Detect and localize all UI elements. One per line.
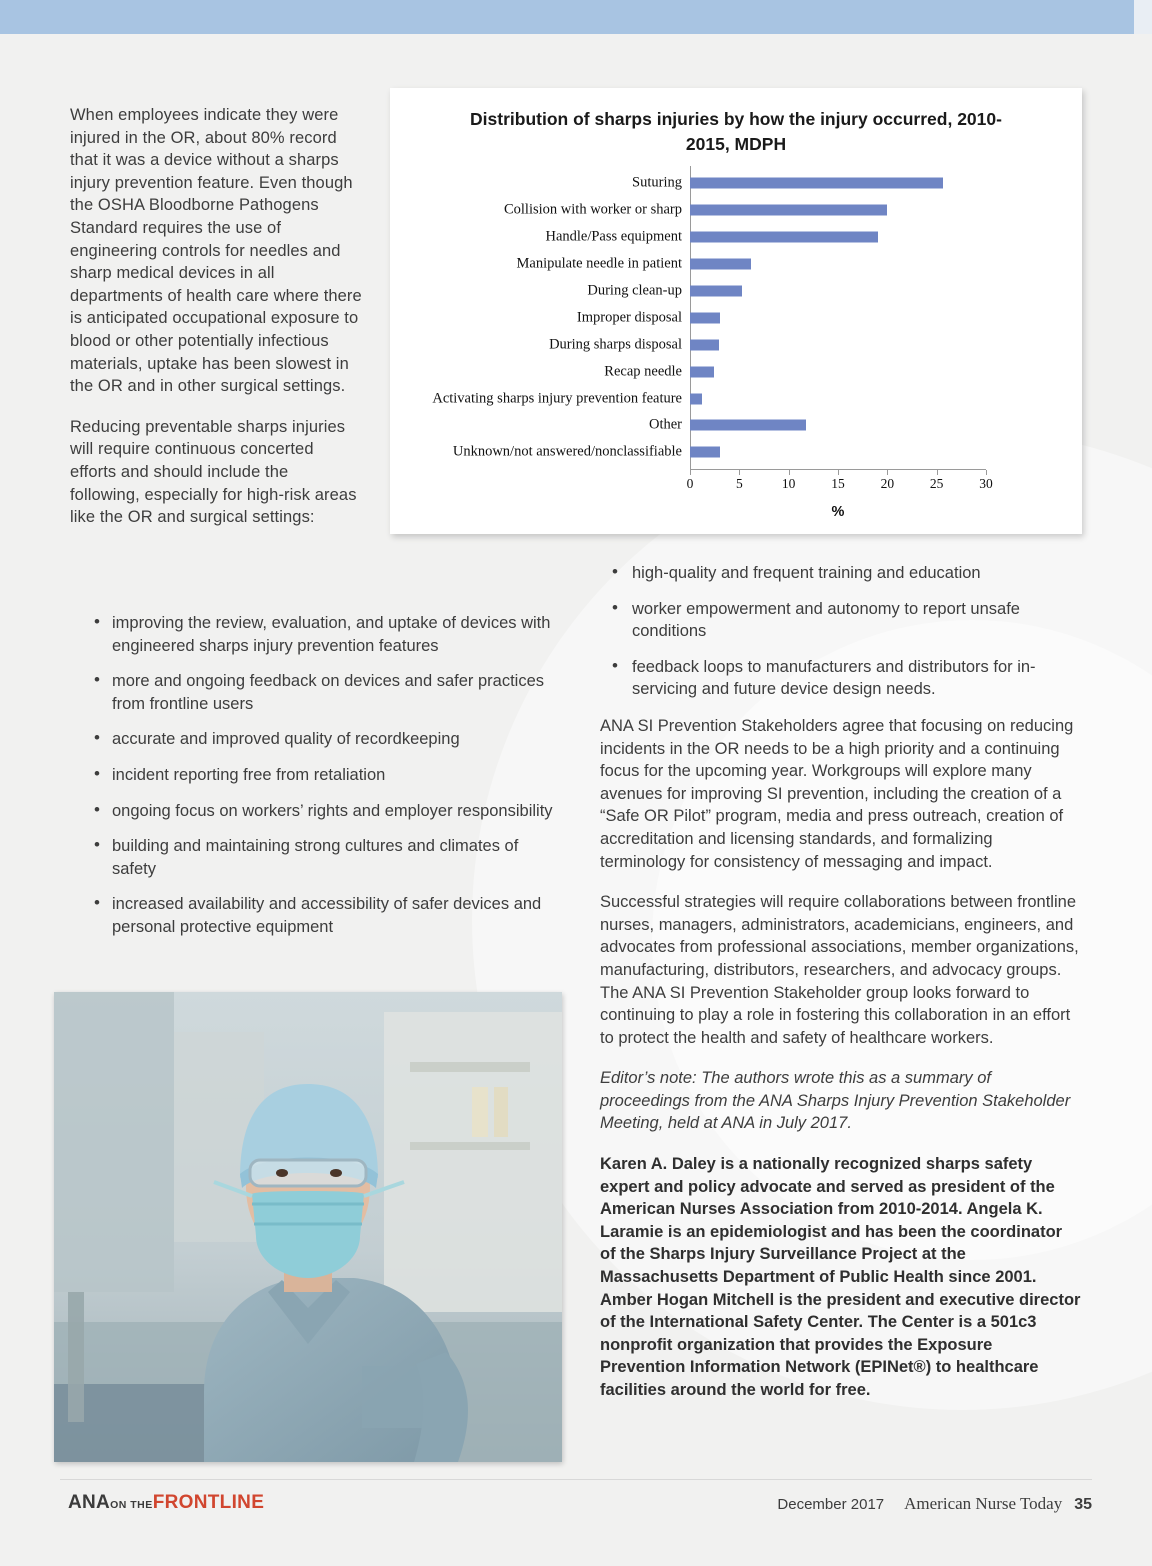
- chart-bar: [690, 447, 720, 458]
- chart-category-label: Recap needle: [604, 363, 682, 380]
- chart-plot-area: [390, 166, 1082, 534]
- footer-logo-frontline: FRONTLINE: [152, 1492, 265, 1513]
- list-item: • worker empowerment and autonomy to report unsafe conditions: [600, 598, 1082, 643]
- chart-category-label: Manipulate needle in patient: [516, 255, 682, 272]
- chart-bar-row: [587, 278, 986, 305]
- chart-bar: [690, 286, 742, 297]
- chart-bar-row: [452, 439, 986, 466]
- chart-bar: [690, 339, 719, 350]
- chart-bar: [690, 366, 714, 377]
- chart-bar: [690, 259, 751, 270]
- chart-bar-row: [432, 385, 986, 412]
- chart-category-label: During sharps disposal: [549, 336, 682, 353]
- list-item: • more and ongoing feedback on devices and safer practices from frontline users: [86, 670, 566, 715]
- footer-logo-ana: ANA: [68, 1492, 111, 1513]
- footer-date: December 2017: [777, 1496, 885, 1513]
- footer-meta: [777, 1494, 1092, 1514]
- footer-magazine: American Nurse Today: [904, 1494, 1063, 1513]
- chart-bar-row: [545, 224, 986, 251]
- chart-bar: [690, 232, 878, 243]
- nurse-photo-illustration: [54, 992, 562, 1462]
- chart-bar-row: [503, 197, 986, 224]
- chart-bar: [690, 205, 887, 216]
- chart-x-axis-label: %: [831, 504, 845, 520]
- chart-bar: [690, 178, 943, 189]
- chart-x-tick: [838, 470, 839, 475]
- chart-category-label: Handle/Pass equipment: [545, 228, 682, 245]
- chart-category-label: Other: [648, 416, 682, 433]
- editors-note: Editor’s note: The authors wrote this as a summary of proceedings from the ANA Sharps Injury Prevention Stakeholder Meeting, held at ANA in July 2017.: [600, 1069, 1071, 1133]
- chart-bars: [432, 170, 986, 466]
- list-item: • improving the review, evaluation, and uptake of devices with engineered sharps injury prevention features: [86, 612, 566, 657]
- paragraph: Reducing preventable sharps injuries will require continuous concerted efforts and should include the following, especially for high-risk areas like the OR and surgical settings:: [70, 417, 357, 527]
- footer-logo: [68, 1492, 264, 1514]
- paragraph: When employees indicate they were injured in the OR, about 80% record that it was a device without a sharps injury prevention feature. Even though the OSHA Bloodborne Pathogens Standard requires the use of engineering controls for needles and sharp medical devices in all departments of health care where there is anticipated occupational exposure to blood or other potentially infectious materials, uptake has been slowest in the OR and in other surgical settings.: [70, 106, 362, 396]
- list-item: • feedback loops to manufacturers and distributors for in-servicing and future device design needs.: [600, 656, 1082, 701]
- nurse-photo: [54, 992, 562, 1462]
- chart-bar: [690, 312, 720, 323]
- chart-bar-row: [576, 304, 986, 331]
- left-column-text: [70, 104, 362, 547]
- footer-divider: [60, 1479, 1092, 1480]
- right-column-text: [600, 562, 1082, 1420]
- chart-category-label: During clean-up: [587, 282, 682, 299]
- chart-x-tick: [887, 470, 888, 475]
- chart-category-label: Collision with worker or sharp: [503, 201, 682, 218]
- chart-x-tick: [789, 470, 790, 475]
- list-item: • ongoing focus on workers’ rights and employer responsibility: [86, 800, 566, 823]
- chart-x-tick-label: 15: [831, 476, 845, 491]
- chart-x-tick-label: 20: [880, 476, 895, 491]
- author-bios: Karen A. Daley is a nationally recognized sharps safety expert and policy advocate and served as president of the American Nurses Association from 2010-2014. Angela K. Laramie is an epidemiologist and has been the coordinator of the Sharps Injury Surveillance Project at the Massachusetts Department of Public Health since 2001. Amber Hogan Mitchell is the president and executive director of the International Safety Center. The Center is a 501c3 nonprofit organization that provides the Exposure Prevention Information Network (EPINet®) to healthcare facilities around the world for free.: [600, 1155, 1081, 1399]
- chart-category-label: Improper disposal: [576, 309, 682, 326]
- paragraph: Successful strategies will require collaborations between frontline nurses, managers, administrators, academicians, engineers, and advocates from professional associations, member organizations, manufacturing, distributors, researchers, and advocacy groups. The ANA SI Prevention Stakeholder group looks forward to continuing to play a role in fostering this collaboration in an effort to protect the health and safety of healthcare workers.: [600, 893, 1079, 1047]
- list-item: • high-quality and frequent training and education: [600, 562, 1082, 585]
- chart-x-tick: [739, 470, 740, 475]
- footer-logo-onthe: ON THE: [110, 1499, 153, 1511]
- paragraph: ANA SI Prevention Stakeholders agree that focusing on reducing incidents in the OR needs to be a high priority and a continuing focus for the upcoming year. Workgroups will explore many avenues for improving SI prevention, including the creation of a “Safe OR Pilot” program, media and press outreach, creation of accreditation and licensing standards, and formalizing terminology for consistency of messaging and impact.: [600, 716, 1074, 871]
- right-bullet-list: [600, 562, 1082, 701]
- chart-bar-row: [648, 412, 986, 439]
- chart-figure: [390, 88, 1082, 534]
- left-bullet-list-wrapper: [86, 612, 566, 952]
- chart-x-tick: [937, 470, 938, 475]
- chart-bar-row: [549, 331, 986, 358]
- list-item: • building and maintaining strong cultures and climates of safety: [86, 835, 566, 880]
- chart-x-tick-label: 30: [979, 476, 993, 491]
- left-bullet-list: [86, 612, 566, 939]
- chart-category-label: Activating sharps injury prevention feature: [432, 390, 682, 407]
- chart-x-tick: [690, 470, 691, 475]
- footer-page-number: 35: [1074, 1496, 1092, 1513]
- chart-x-tick-label: 0: [686, 476, 694, 491]
- chart-title: Distribution of sharps injuries by how the injury occurred, 2010-2015, MDPH: [470, 109, 1002, 154]
- chart-category-label: Unknown/not answered/nonclassifiable: [452, 443, 682, 460]
- chart-bar-row: [632, 170, 986, 197]
- chart-x-tick-label: 25: [929, 476, 944, 491]
- chart-x-tick-label: 10: [781, 476, 796, 491]
- chart-bar-row: [604, 358, 986, 385]
- list-item: • increased availability and accessibility of safer devices and personal protective equipment: [86, 893, 566, 938]
- chart-bar: [690, 420, 806, 431]
- chart-bar: [690, 393, 702, 404]
- chart-x-tick: [986, 470, 987, 475]
- chart-category-label: Suturing: [632, 174, 682, 191]
- chart-x-axis: [686, 470, 993, 492]
- list-item: • accurate and improved quality of recordkeeping: [86, 728, 566, 751]
- list-item: • incident reporting free from retaliation: [86, 764, 566, 787]
- chart-x-tick-label: 5: [735, 476, 743, 491]
- chart-bar-row: [516, 251, 986, 278]
